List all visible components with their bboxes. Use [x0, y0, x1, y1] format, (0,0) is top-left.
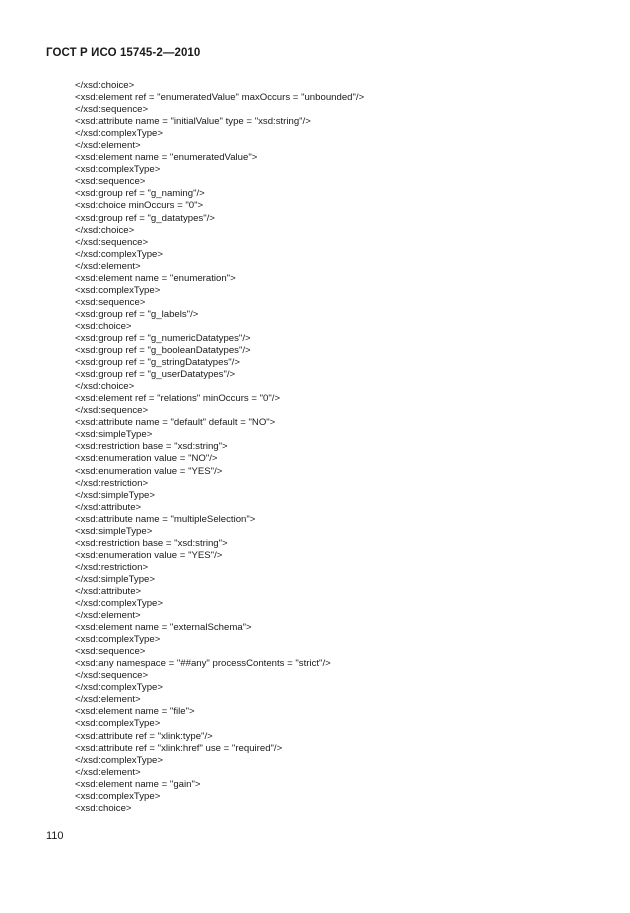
- code-line: <xsd:group ref = "g_userDatatypes"/>: [75, 369, 236, 381]
- code-line: </xsd:complexType>: [75, 682, 163, 694]
- code-line: <xsd:simpleType>: [75, 429, 153, 441]
- code-line: <xsd:complexType>: [75, 284, 161, 296]
- code-line: </xsd:attribute>: [75, 585, 142, 597]
- code-line: </xsd:complexType>: [75, 754, 163, 766]
- code-line: </xsd:complexType>: [75, 598, 163, 610]
- code-line: <xsd:element name = "enumeration">: [75, 272, 236, 284]
- code-line: </xsd:choice>: [75, 381, 135, 393]
- code-line: <xsd:restriction base = "xsd:string">: [75, 537, 228, 549]
- code-line: <xsd:attribute ref = "xlink:href" use = "required"/>: [75, 742, 283, 754]
- code-line: <xsd:attribute ref = "xlink:type"/>: [75, 730, 213, 742]
- code-line: </xsd:sequence>: [75, 405, 149, 417]
- code-line: </xsd:choice>: [75, 224, 135, 236]
- code-line: <xsd:sequence>: [75, 176, 146, 188]
- code-line: </xsd:sequence>: [75, 236, 149, 248]
- code-line: <xsd:element ref = "enumeratedValue" maxOccurs = "unbounded"/>: [75, 92, 365, 104]
- page-header: ГОСТ Р ИСО 15745-2—2010: [46, 47, 201, 59]
- code-line: </xsd:element>: [75, 766, 141, 778]
- code-line: <xsd:enumeration value = "YES"/>: [75, 549, 223, 561]
- code-line: <xsd:element name = "file">: [75, 706, 195, 718]
- code-line: <xsd:attribute name = "multipleSelection">: [75, 513, 256, 525]
- code-line: </xsd:simpleType>: [75, 573, 155, 585]
- code-line: <xsd:element ref = "relations" minOccurs = "0"/>: [75, 393, 281, 405]
- code-line: </xsd:complexType>: [75, 248, 163, 260]
- code-line: <xsd:group ref = "g_numericDatatypes"/>: [75, 332, 251, 344]
- code-line: <xsd:choice minOccurs = "0">: [75, 200, 204, 212]
- code-line: <xsd:complexType>: [75, 718, 161, 730]
- code-line: </xsd:complexType>: [75, 128, 163, 140]
- code-line: <xsd:enumeration value = "NO"/>: [75, 453, 218, 465]
- code-line: <xsd:any namespace = "##any" processContents = "strict"/>: [75, 658, 331, 670]
- code-line: </xsd:restriction>: [75, 561, 149, 573]
- code-line: <xsd:complexType>: [75, 164, 161, 176]
- code-line: </xsd:sequence>: [75, 104, 149, 116]
- code-line: <xsd:group ref = "g_booleanDatatypes"/>: [75, 345, 251, 357]
- code-line: <xsd:choice>: [75, 802, 132, 814]
- code-line: <xsd:group ref = "g_labels"/>: [75, 308, 199, 320]
- code-line: </xsd:choice>: [75, 80, 135, 91]
- code-line: </xsd:element>: [75, 140, 141, 152]
- code-line: <xsd:group ref = "g_naming"/>: [75, 188, 205, 200]
- code-line: </xsd:simpleType>: [75, 489, 155, 501]
- code-line: <xsd:restriction base = "xsd:string">: [75, 441, 228, 453]
- code-line: <xsd:element name = "enumeratedValue">: [75, 152, 258, 164]
- code-line: <xsd:choice>: [75, 320, 132, 332]
- code-line: </xsd:restriction>: [75, 477, 149, 489]
- code-line: <xsd:sequence>: [75, 646, 146, 658]
- code-line: </xsd:element>: [75, 610, 141, 622]
- code-line: </xsd:attribute>: [75, 501, 142, 513]
- code-line: </xsd:sequence>: [75, 670, 149, 682]
- code-line: <xsd:element name = "externalSchema">: [75, 622, 252, 634]
- code-line: </xsd:element>: [75, 694, 141, 706]
- code-line: <xsd:complexType>: [75, 790, 161, 802]
- page-number: 110: [46, 830, 64, 842]
- xsd-code-listing: [75, 80, 595, 815]
- code-line: <xsd:complexType>: [75, 634, 161, 646]
- code-line: <xsd:element name = "gain">: [75, 778, 201, 790]
- code-line: <xsd:attribute name = "initialValue" type = "xsd:string"/>: [75, 116, 311, 128]
- code-line: <xsd:sequence>: [75, 296, 146, 308]
- code-line: </xsd:element>: [75, 260, 141, 272]
- code-line: <xsd:group ref = "g_stringDatatypes"/>: [75, 357, 240, 369]
- code-line: <xsd:group ref = "g_datatypes"/>: [75, 212, 215, 224]
- code-line: <xsd:attribute name = "default" default = "NO">: [75, 417, 276, 429]
- code-line: <xsd:simpleType>: [75, 525, 153, 537]
- code-line: <xsd:enumeration value = "YES"/>: [75, 465, 223, 477]
